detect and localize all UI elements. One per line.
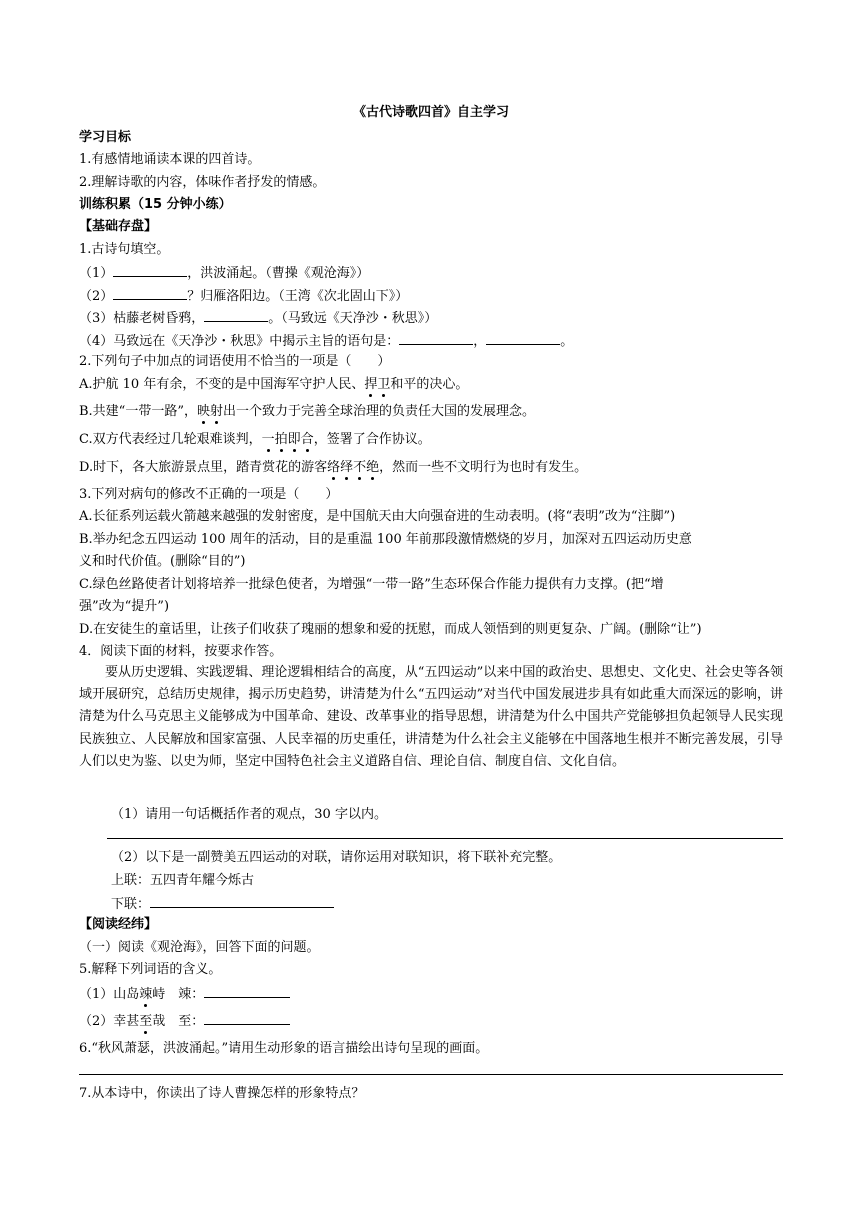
q1a-text: ，洪波涌起。（曹操《观沧海》） [187,266,370,281]
question-1-line-2 [79,286,408,306]
q6-answer-line[interactable] [79,1074,783,1075]
q2a-dotted-word [364,377,390,392]
emphasis-char: 竦 [139,987,153,1002]
q1c-blank[interactable] [204,308,268,322]
couplet-lower-blank[interactable] [150,894,334,908]
q2d-dotted-word [327,460,379,475]
objectives-heading: 学习目标 [79,130,132,145]
q5b-dotted-char [139,1014,152,1029]
q3-option-b: B.举办纪念五四运动 100 周年的活动，目的是重温 100 年前那段激情燃烧的岁月，加深对五四运动历史意 [79,532,692,547]
q3-option-c-cont: 强”改为“提升”) [79,599,170,614]
q2-option-d [79,459,587,477]
emphasis-char: 络 [327,460,341,475]
q1b-label: （2） [79,289,114,304]
reading-intro: （一）阅读《观沧海》，回答下面的问题。 [79,940,320,955]
q2b-pre: B.共建“一带一路”， [79,404,197,419]
q5-item-1 [79,984,290,1004]
q5-item-2 [79,1011,290,1031]
q2c-pre: C.双方代表经过几轮艰难谈判， [79,432,262,447]
q2a-post: 和平的决心。 [390,377,469,392]
emphasis-char: 一 [261,432,275,447]
training-heading: 训练积累（15 分钟小练） [79,197,232,212]
couplet-lower-label: 下联： [111,897,151,912]
q5a-post: 峙 竦： [152,987,205,1002]
q3-option-d: D.在安徒生的童话里，让孩子们收获了瑰丽的想象和爱的抚慰，而成人领悟到的则更复杂、广阔。(删除“让”) [79,622,702,637]
q5b-post: 哉 至： [152,1014,205,1029]
question-2-stem: 2.下列句子中加点的词语使用不恰当的一项是（ ） [79,354,391,369]
q2-option-a [79,376,468,394]
question-6: 6.“秋风萧瑟，洪波涌起。”请用生动形象的语言描绘出诗句呈现的画面。 [79,1041,489,1056]
q3-option-a: A.长征系列运载火箭越来越强的发射密度，是中国航天由大向强奋进的生动表明。(将“表明”改为“注脚”) [79,509,676,524]
emphasis-char: 即 [287,432,301,447]
q5b-blank[interactable] [204,1011,290,1025]
q5b-pre: （2）幸甚 [79,1014,140,1029]
q1d-blank-2[interactable] [486,331,560,345]
page-title: 《古代诗歌四首》自主学习 [352,105,509,120]
question-4-stem: 4．阅读下面的材料，按要求作答。 [79,644,283,659]
q1a-label: （1） [79,266,114,281]
couplet-lower [111,894,334,914]
q3-option-b-cont: 义和时代价值。(删除“目的”) [79,554,246,569]
couplet-upper: 上联：五四青年耀今烁古 [111,873,255,888]
q2b-dotted-word [197,404,223,419]
q1a-blank[interactable] [113,263,187,277]
q2-option-c [79,431,431,449]
q1c-text: （3）枯藤老树昏鸦， [79,311,205,326]
q4-sub-2: （2）以下是一副赞美五四运动的对联，请你运用对联知识，将下联补充完整。 [111,850,562,865]
q3-option-c: C.绿色丝路使者计划将培养一批绿色使者，为增强“一带一路”生态环保合作能力提供有力支撑。(把“增 [79,577,664,592]
question-1-line-4 [79,331,573,351]
emphasis-char: 至 [139,1014,153,1029]
q5a-pre: （1）山岛 [79,987,140,1002]
emphasis-char: 拍 [274,432,288,447]
emphasis-char: 捍 [364,377,378,392]
question-1-stem: 1.古诗句填空。 [79,242,170,257]
emphasis-char: 映 [196,404,210,419]
question-1-line-1 [79,263,369,283]
q2c-post: ，签署了合作协议。 [313,432,431,447]
q4-answer-line[interactable] [107,838,783,839]
q5a-dotted-char [139,987,152,1002]
q2a-pre: A.护航 10 年有余，不变的是中国海军守护人民、 [79,377,365,392]
q1d-comma: ， [473,334,487,349]
q1c-source: 。（马致远《天净沙・秋思》） [268,311,438,326]
q1d-blank-1[interactable] [399,331,473,345]
objective-item: 2.理解诗歌的内容，体味作者抒发的情感。 [79,175,326,190]
q1b-text: ？归雁洛阳边。（王湾《次北固山下》） [187,289,409,304]
q2-option-b [79,403,535,421]
objective-item: 1.有感情地诵读本课的四首诗。 [79,152,261,167]
q1d-text: （4）马致远在《天净沙・秋思》中揭示主旨的语句是： [79,334,400,349]
q1d-end: 。 [560,334,574,349]
reading-passage: 要从历史逻辑、实践逻辑、理论逻辑相结合的高度，从“五四运动”以来中国的政治史、思想史、文化史、社会史等各领域开展研究，总结历史规律，揭示历史趋势，讲清楚为什么“五四运动”对当代中国发展进步具有如此重大而深远的影响，讲清楚为什么马克思主义能够成为中国革命、建设、改革事业的指导思想，讲清楚为什么中国共产党能够担负起领导人民实现民族独立、人民解放和国家富强、人民幸福的历史重任，讲清楚为什么社会主义能够在中国落地生根并不断完善发展，引导人们以史为鉴、以史为师，坚定中国特色社会主义道路自信、理论自信、制度自信、文化自信。 [79,665,783,769]
q2b-post: 出一个致力于完善全球治理的负责任大国的发展理念。 [223,404,536,419]
q1b-blank[interactable] [113,286,187,300]
emphasis-char: 绝 [366,460,380,475]
emphasis-char: 合 [300,432,314,447]
basics-heading: 【基础存盘】 [79,219,158,234]
q2d-post: ，然而一些不文明行为也时有发生。 [379,460,588,475]
question-1-line-3 [79,308,437,328]
emphasis-char: 卫 [377,377,391,392]
q4-sub-1: （1）请用一句话概括作者的观点，30 字以内。 [111,807,387,822]
q2c-dotted-word [262,432,314,447]
emphasis-char: 绎 [340,460,354,475]
q5a-blank[interactable] [204,984,290,998]
q2d-pre: D.时下，各大旅游景点里，踏青赏花的游客 [79,460,328,475]
question-3-stem: 3.下列对病句的修改不正确的一项是（ ） [79,487,339,502]
emphasis-char: 不 [353,460,367,475]
question-5-stem: 5.解释下列词语的含义。 [79,962,222,977]
reading-heading: 【阅读经纬】 [79,917,158,932]
emphasis-char: 射 [210,404,224,419]
question-7: 7.从本诗中，你读出了诗人曹操怎样的形象特点？ [79,1086,365,1101]
